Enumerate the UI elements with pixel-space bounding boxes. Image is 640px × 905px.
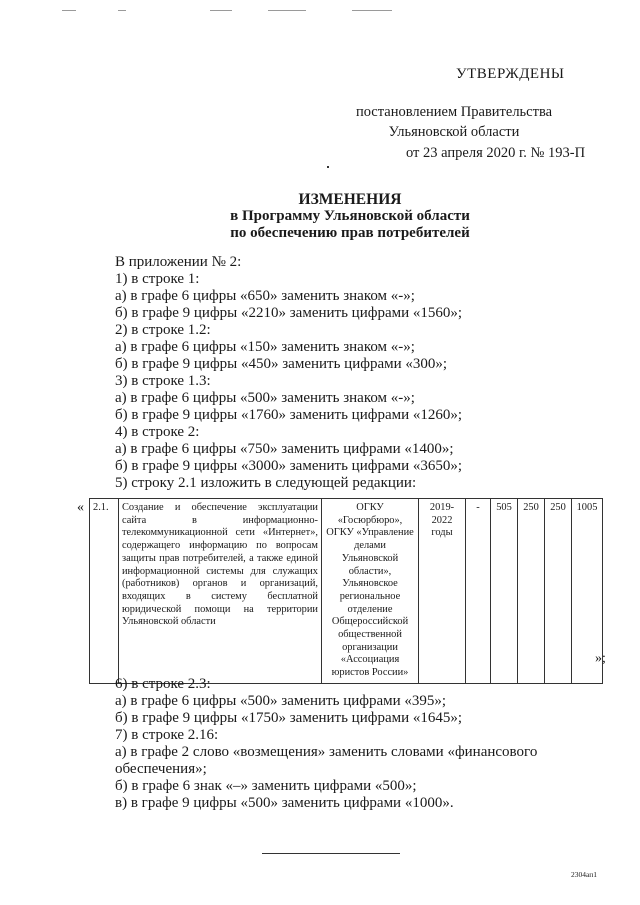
paragraph-line: б) в графе 6 знак «–» заменить цифрами «500»; xyxy=(115,778,417,794)
title-line: по обеспечению прав потребителей xyxy=(230,225,470,241)
amendments-list-continued xyxy=(115,676,607,812)
resolution-block xyxy=(304,102,604,142)
paragraph-line: б) в графе 9 цифры «1760» заменить цифрами «1260»; xyxy=(115,407,463,423)
title-line: ИЗМЕНЕНИЯ xyxy=(298,191,402,208)
program-table-row xyxy=(89,498,603,684)
paragraph-line: 5) строку 2.1 изложить в следующей редакции: xyxy=(115,475,417,491)
document-number: 2304ап1 xyxy=(571,870,597,879)
paragraph-line: б) в графе 9 цифры «450» заменить цифрами «300»; xyxy=(115,356,448,372)
resolution-line: постановлением Правительства xyxy=(355,104,553,120)
cell-executor: ОГКУ «Госюрбюро», ОГКУ «Управление делами Ульяновской области», Ульяновское региональное отделение Общероссийской общественной организации «Ассоциация юристов России» xyxy=(322,499,419,684)
cell-value: 1005 xyxy=(572,499,603,684)
scan-artifact xyxy=(118,10,126,11)
approved-heading: УТВЕРЖДЕНЫ xyxy=(456,66,565,82)
cell-value: 250 xyxy=(545,499,572,684)
paragraph-line: а) в графе 6 цифры «500» заменить цифрами «395»; xyxy=(115,693,447,709)
table-row xyxy=(90,499,603,684)
resolution-date: от 23 апреля 2020 г. № 193-П xyxy=(406,145,586,161)
quote-open: « xyxy=(77,500,84,515)
cell-name: Создание и обеспечение эксплуатации сайта в информационно-телекоммуникационной сети «Интернет», содержащего информацию по вопросам защиты прав потребителей, а также единой информационной системы для служащих (работников) органов и организаций, входящих в систему бесплатной юридической помощи на территории Ульяновской области xyxy=(119,499,322,684)
quote-close: »; xyxy=(595,651,606,666)
paragraph-line: б) в графе 9 цифры «2210» заменить цифрами «1560»; xyxy=(115,305,463,321)
scan-artifact xyxy=(210,10,232,11)
end-separator xyxy=(262,853,400,854)
paragraph-line: а) в графе 6 цифры «500» заменить знаком «-»; xyxy=(115,390,415,406)
paragraph-line: 4) в строке 2: xyxy=(115,424,200,440)
cell-dash: - xyxy=(466,499,491,684)
paragraph-line: б) в графе 9 цифры «1750» заменить цифрами «1645»; xyxy=(115,710,463,726)
paragraph-line: 1) в строке 1: xyxy=(115,271,200,287)
cell-number: 2.1. xyxy=(90,499,119,684)
paragraph-line: 7) в строке 2.16: xyxy=(115,727,219,743)
paragraph-line: 3) в строке 1.3: xyxy=(115,373,211,389)
scan-artifact xyxy=(352,10,392,11)
paragraph-line: а) в графе 6 цифры «150» заменить знаком «-»; xyxy=(115,339,415,355)
paragraph-line: В приложении № 2: xyxy=(115,254,242,270)
paragraph-line: б) в графе 9 цифры «3000» заменить цифрами «3650»; xyxy=(115,458,463,474)
paragraph-line: а) в графе 6 цифры «750» заменить цифрами «1400»; xyxy=(115,441,454,457)
paragraph-line: а) в графе 6 цифры «650» заменить знаком «-»; xyxy=(115,288,415,304)
resolution-line: Ульяновской области xyxy=(388,124,520,140)
paragraph-line: 2) в строке 1.2: xyxy=(115,322,211,338)
scan-artifact xyxy=(62,10,76,11)
amendments-list xyxy=(115,254,595,492)
paragraph-line: а) в графе 2 слово «возмещения» заменить словами «финансового обеспечения»; xyxy=(115,744,538,777)
paragraph-line: в) в графе 9 цифры «500» заменить цифрами «1000». xyxy=(115,795,454,811)
document-title xyxy=(0,191,640,242)
paragraph-line: 6) в строке 2.3: xyxy=(115,676,211,692)
cell-value: 505 xyxy=(491,499,518,684)
cell-value: 250 xyxy=(518,499,545,684)
cell-years: 2019-2022 годы xyxy=(419,499,466,684)
scan-artifact xyxy=(268,10,306,11)
title-line: в Программу Ульяновской области xyxy=(230,208,470,224)
scan-dot xyxy=(327,166,329,168)
